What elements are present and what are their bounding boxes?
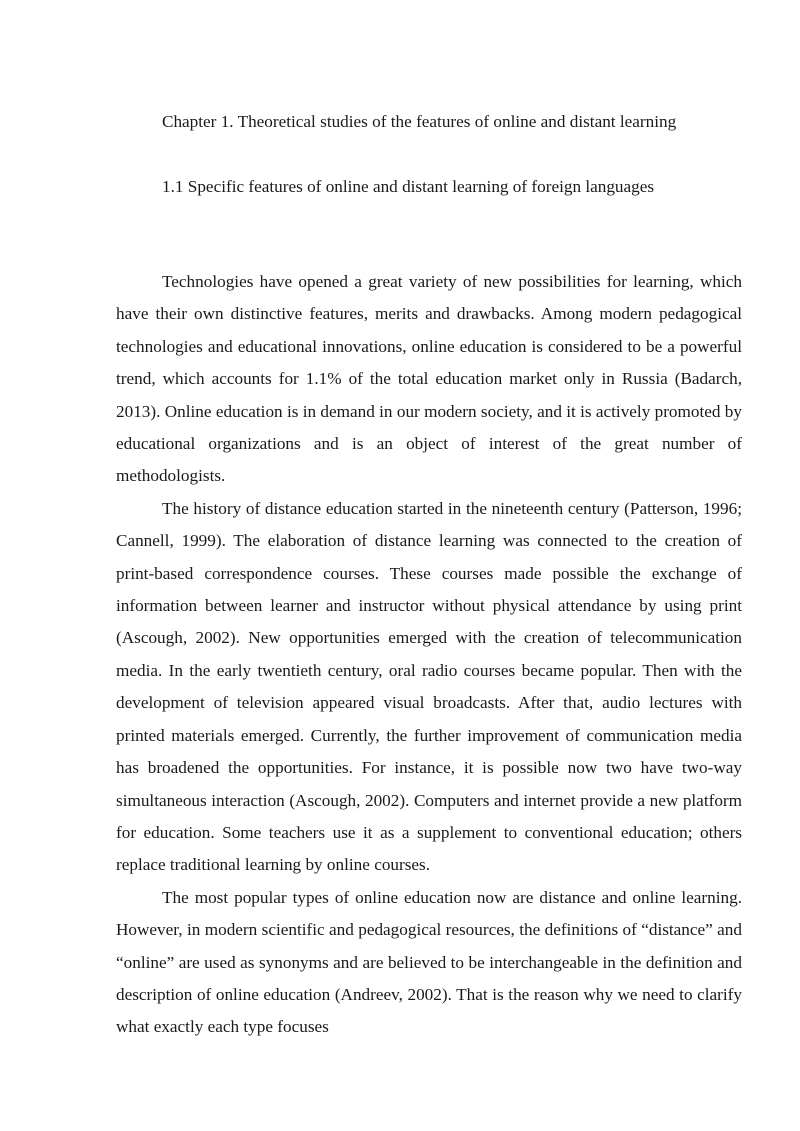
paragraph: The most popular types of online education now are distance and online learning. However, in modern scientific and pedagogical resources, the definitions of “distance” and “online” are used as synonyms and are believed to be interchangeable in the definition and description of online education (Andreev, 2002). That is the reason why we need to clarify what exactly each type focuses bbox=[116, 887, 742, 1037]
paragraph: Technologies have opened a great variety of new possibilities for learning, which have their own distinctive features, merits and drawbacks. Among modern pedagogical technologies and educational innovations, online education is considered to be a powerful trend, which accounts for 1.1% of the total education market only in Russia (Badarch, 2013). Online education is in demand in our modern society, and it is actively promoted by educational organizations and is an object of interest of the great number of methodologists. bbox=[116, 272, 742, 486]
chapter-heading: Chapter 1. Theoretical studies of the features of online and distant learning bbox=[162, 112, 677, 131]
body-text bbox=[116, 266, 742, 1044]
paragraph: The history of distance education started in the nineteenth century (Patterson, 1996; Cannell, 1999). The elaboration of distance learning was connected to the creation of print-based correspondence courses. These courses made possible the exchange of information between learner and instructor without physical attendance by using print (Ascough, 2002). New opportunities emerged with the creation of telecommunication media. In the early twentieth century, oral radio courses became popular. Then with the development of television appeared visual broadcasts. After that, audio lectures with printed materials emerged. Currently, the further improvement of communication media has broadened the opportunities. For instance, it is possible now two have two-way simultaneous interaction (Ascough, 2002). Computers and internet provide a new platform for education. Some teachers use it as a supplement to conventional education; others replace traditional learning by online courses. bbox=[116, 498, 742, 875]
section-heading: 1.1 Specific features of online and distant learning of foreign languages bbox=[162, 177, 655, 196]
